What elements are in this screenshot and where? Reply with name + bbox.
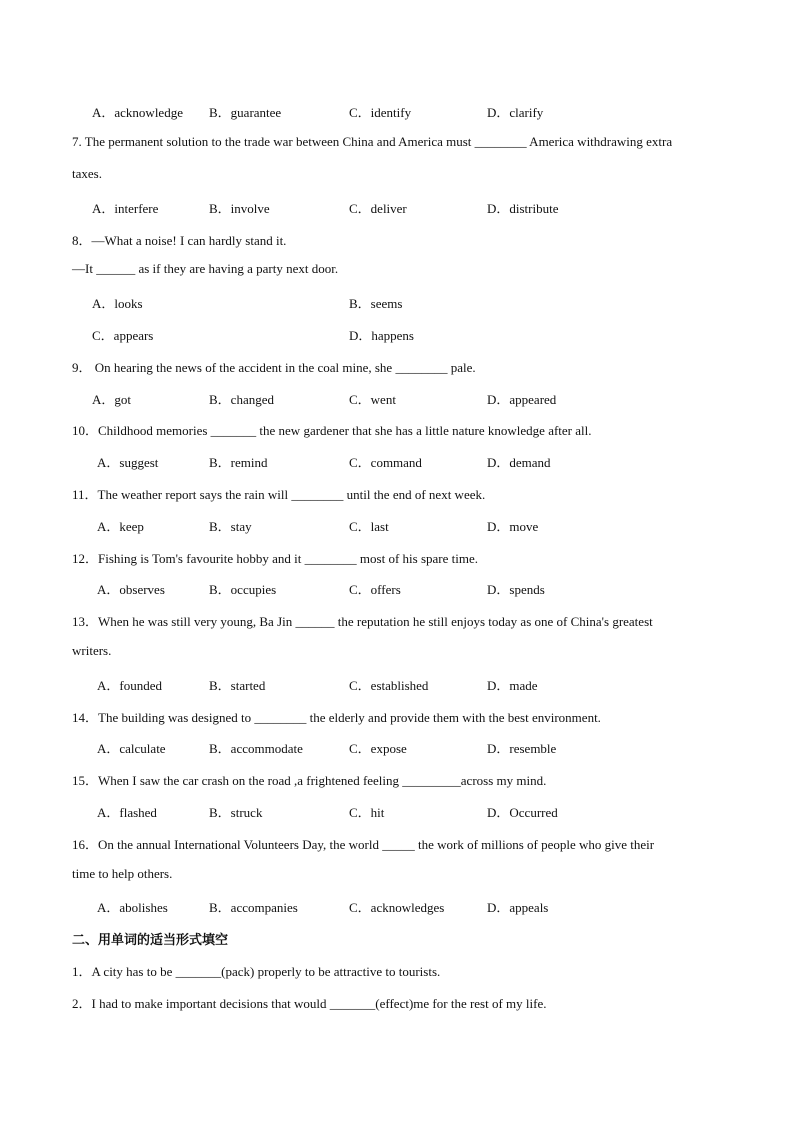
q15-option-c: C．hit (349, 805, 385, 820)
q13-option-b: B．started (209, 678, 266, 693)
q11-option-a: A．keep (97, 519, 144, 534)
q13-option-a: A．founded (97, 678, 162, 693)
q15-option-b: B．struck (209, 805, 263, 820)
q9-option-a: A．got (92, 392, 132, 407)
section2-heading: 二、用单词的适当形式填空 (72, 933, 229, 948)
q9-option-b: B．changed (209, 392, 274, 407)
q11-option-c: C．last (349, 519, 389, 534)
q6-option-c: C．identify (349, 105, 412, 120)
q7-stem-line2: taxes. (72, 166, 102, 181)
q16-option-a: A．abolishes (97, 900, 168, 915)
q8-option-d: D．happens (349, 328, 414, 343)
q8-option-b: B．seems (349, 296, 403, 311)
q12-stem: 12．Fishing is Tom's favourite hobby and it ________ most of his spare time. (72, 551, 478, 566)
q14-option-d: D．resemble (487, 741, 557, 756)
q15-stem: 15．When I saw the car crash on the road ,a frightened feeling _________across my mind. (72, 773, 547, 788)
q16-stem-line2: time to help others. (72, 866, 173, 881)
q16-stem-line1: 16．On the annual International Volunteers Day, the world _____ the work of millions of people who give their (72, 837, 655, 852)
q12-option-d: D．spends (487, 582, 545, 597)
q15-option-a: A．flashed (97, 805, 157, 820)
q10-option-a: A．suggest (97, 455, 159, 470)
q8-stem-line2: —It ______ as if they are having a party next door. (72, 261, 339, 276)
q16-option-d: D．appeals (487, 900, 549, 915)
q14-option-a: A．calculate (97, 741, 166, 756)
q12-option-a: A．observes (97, 582, 165, 597)
q7-option-d: D．distribute (487, 201, 559, 216)
q9-option-c: C．went (349, 392, 396, 407)
q12-option-c: C．offers (349, 582, 401, 597)
q12-option-b: B．occupies (209, 582, 277, 597)
q13-stem-line2: writers. (72, 643, 112, 658)
q6-option-a: A．acknowledge (92, 105, 183, 120)
q16-option-b: B．accompanies (209, 900, 298, 915)
q14-option-b: B．accommodate (209, 741, 303, 756)
q8-option-a: A．looks (92, 296, 143, 311)
q9-stem: 9． On hearing the news of the accident in the coal mine, she ________ pale. (72, 360, 476, 375)
q13-option-c: C．established (349, 678, 429, 693)
q13-stem-line1: 13．When he was still very young, Ba Jin ______ the reputation he still enjoys today as one of China's greatest (72, 614, 653, 629)
q9-option-d: D．appeared (487, 392, 557, 407)
q7-option-a: A．interfere (92, 201, 159, 216)
q11-stem: 11．The weather report says the rain will ________ until the end of next week. (72, 487, 486, 502)
q10-option-d: D．demand (487, 455, 551, 470)
q8-stem-line1: 8．—What a noise! I can hardly stand it. (72, 233, 287, 248)
q10-option-b: B．remind (209, 455, 268, 470)
section2-item-2: 2．I had to make important decisions that would _______(effect)me for the rest of my life. (72, 996, 547, 1011)
q15-option-d: D．Occurred (487, 805, 558, 820)
q13-option-d: D．made (487, 678, 538, 693)
q7-option-b: B．involve (209, 201, 270, 216)
q11-option-d: D．move (487, 519, 539, 534)
section2-item-1: 1．A city has to be _______(pack) properly to be attractive to tourists. (72, 964, 441, 979)
q10-stem: 10．Childhood memories _______ the new gardener that she has a little nature knowledge after all. (72, 423, 592, 438)
q7-stem-line1: 7. The permanent solution to the trade war between China and America must ________ America withdrawing extra (72, 134, 673, 149)
q14-option-c: C．expose (349, 741, 407, 756)
q8-option-c: C．appears (92, 328, 154, 343)
q7-option-c: C．deliver (349, 201, 407, 216)
q11-option-b: B．stay (209, 519, 252, 534)
q6-option-d: D．clarify (487, 105, 544, 120)
q10-option-c: C．command (349, 455, 422, 470)
q16-option-c: C．acknowledges (349, 900, 445, 915)
q14-stem: 14．The building was designed to ________ the elderly and provide them with the best environment. (72, 710, 601, 725)
q6-option-b: B．guarantee (209, 105, 282, 120)
